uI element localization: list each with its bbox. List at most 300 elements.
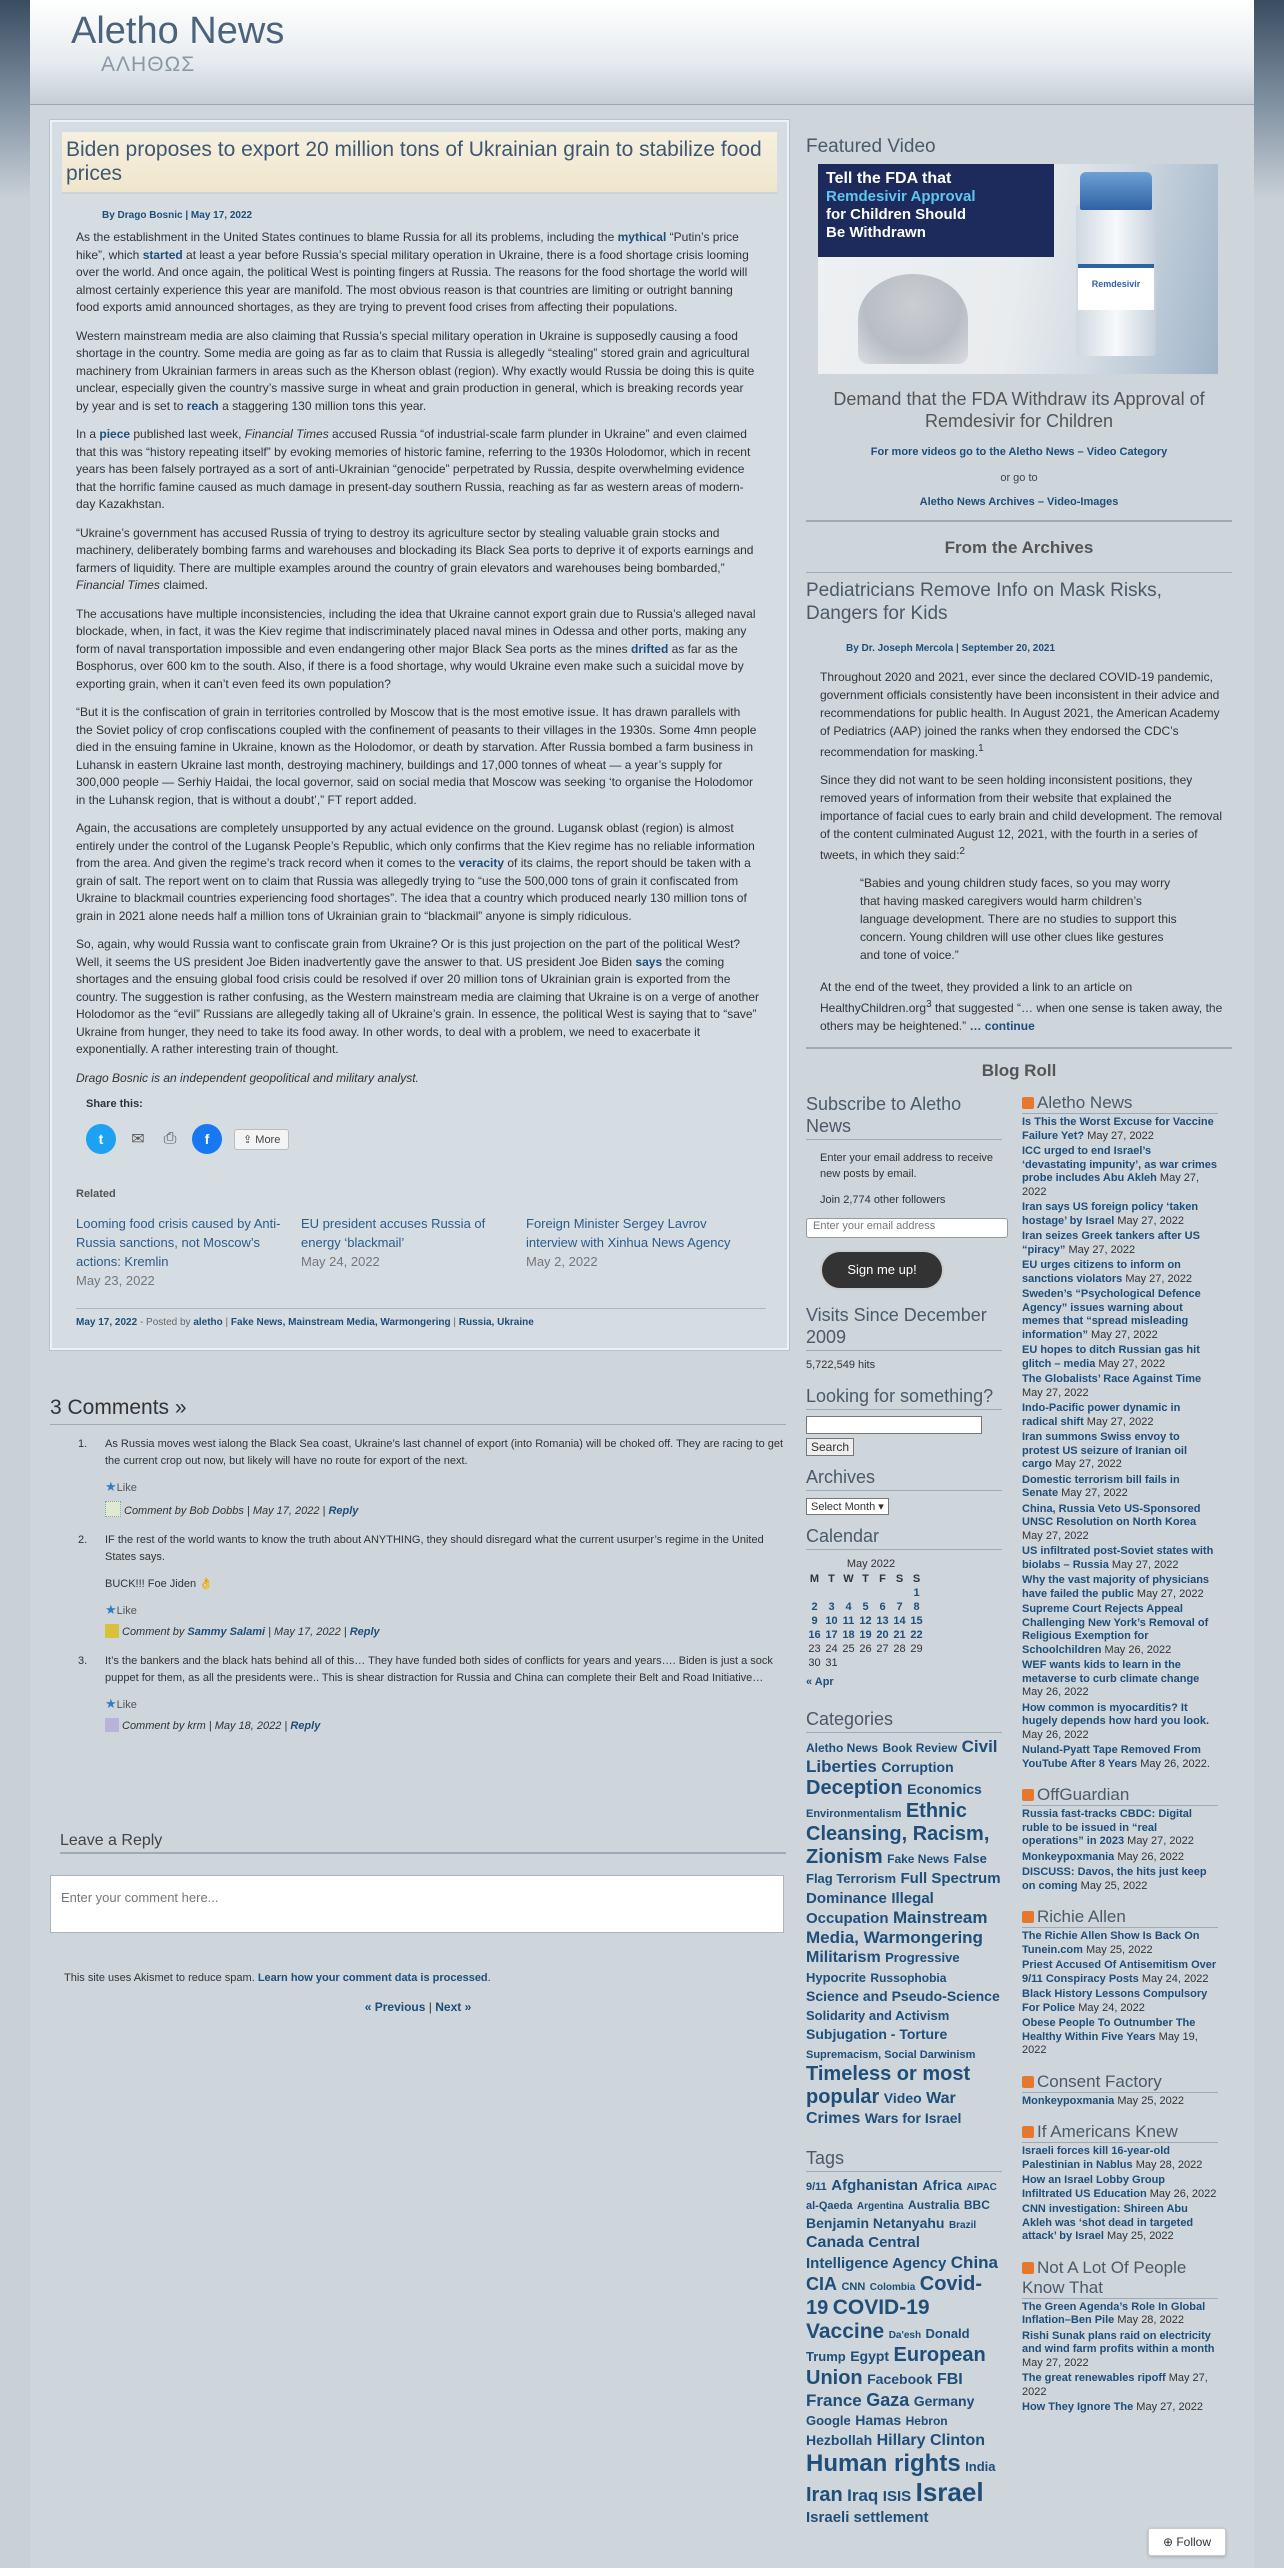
calendar-day [891, 1656, 908, 1670]
calendar-day[interactable]: 5 [862, 1601, 869, 1613]
comment-placeholder: Enter your comment here... [61, 1890, 219, 1905]
category-link[interactable]: War Crimes [806, 2090, 956, 2128]
vial-cap [1080, 172, 1152, 210]
rss-feed-name: OffGuardian [1037, 1785, 1130, 1804]
tag-link[interactable]: France [806, 2391, 862, 2411]
related-item [76, 1214, 301, 1290]
rss-item-link[interactable]: Israeli forces kill 16-year-old Palestinian in Nablus [1022, 2145, 1170, 2171]
author-note [76, 1070, 759, 1088]
text: “Ukraine’s government has accused Russia of trying to destroy its agriculture sector by stealing valuable grain stocks and machinery, deliberately bombing farms and warehouses and blockading its Black Sea ports to deprive it of exports earnings and farmers of liquidity. There are multiple examples around the country of grain elevators and warehouses being bombarded,” [76, 525, 754, 575]
link-started[interactable]: started [142, 247, 183, 262]
comment-text: As Russia moves west ialong the Black Sea coast, Ukraine’s last channel of export (into Romania) will be choked off. They are racing to get the current crop out now, but likely will have no route for export of the next. [105, 1438, 784, 1467]
rss-item-link[interactable]: Is This the Worst Excuse for Vaccine Failure Yet? [1022, 1116, 1214, 1142]
comment-author [105, 1624, 786, 1641]
comments-title: 3 Comments » [50, 1396, 786, 1425]
category-link[interactable]: Timeless or most popular [806, 2063, 971, 2109]
site-title[interactable]: Aletho News [71, 10, 285, 52]
rss-item-date: May 27, 2022 [1095, 1357, 1166, 1370]
signup-wrap [806, 1250, 1002, 1290]
rss-feed-title[interactable] [1022, 1907, 1218, 1928]
category-link[interactable]: Civil Liberties [806, 1737, 998, 1777]
banner-line: Remdesivir Approval [826, 188, 976, 205]
calendar-day[interactable]: 22 [910, 1629, 923, 1641]
rss-item-date: May 27, 2022 [1088, 1328, 1158, 1341]
related-date: May 23, 2022 [76, 1273, 155, 1288]
rss-item-date: May 27, 2022 [1084, 1129, 1154, 1142]
tag-link[interactable]: Afghanistan [831, 2176, 918, 2194]
search-button[interactable]: Search [806, 1438, 854, 1456]
video-archives-link[interactable]: Aletho News Archives – Video-Images [919, 496, 1119, 508]
sidebar-left-column [806, 1093, 1002, 2527]
child-image [858, 274, 968, 364]
calendar-day[interactable]: 17 [825, 1629, 838, 1641]
tag-link[interactable]: Colombia [869, 2281, 916, 2293]
follow-icon: ⊕ [1162, 2535, 1177, 2549]
rss-item-link[interactable]: The Globalists’ Race Against Time [1022, 1373, 1202, 1385]
tag-link[interactable]: ISIS [882, 2487, 912, 2505]
text: that suggested “… when one sense is taken away, the others may be heightened.” [820, 1001, 1223, 1033]
rss-item [1022, 2017, 1218, 2058]
calendar-day: 26 [859, 1643, 872, 1655]
rss-item-link[interactable]: Monkeypoxmania [1022, 2094, 1115, 2107]
like-button[interactable] [105, 1601, 786, 1620]
tag-link[interactable]: Covid-19 [806, 2272, 982, 2319]
comment-number: 2. [78, 1534, 88, 1546]
avatar [105, 1501, 121, 1517]
rss-item-link[interactable]: Indo-Pacific power dynamic in radical shift [1022, 1402, 1181, 1428]
reply-link[interactable]: Reply [328, 1505, 359, 1517]
post-author-link[interactable]: aletho [193, 1317, 223, 1328]
category-link[interactable]: Militarism [806, 1949, 881, 1967]
category-link[interactable]: Fake News [887, 1852, 950, 1867]
tag-link[interactable]: Egypt [850, 2348, 890, 2365]
text-italic: Financial Times [244, 427, 329, 441]
rss-item [1022, 1145, 1218, 1199]
day-header: M [809, 1573, 820, 1585]
category-link[interactable]: Environmentalism [806, 1808, 902, 1821]
tag-link[interactable]: Benjamin Netanyahu [806, 2215, 945, 2232]
rss-item-link[interactable]: US infiltrated post-Soviet states with biolabs – Russia [1022, 1545, 1214, 1571]
category-link[interactable]: Wars for Israel [864, 2110, 962, 2127]
rss-item [1022, 1201, 1218, 1228]
calendar-day[interactable]: 10 [825, 1615, 838, 1627]
rss-item-link[interactable]: Nuland-Pyatt Tape Removed From YouTube After 8 Years [1022, 1744, 1201, 1770]
tag-link[interactable]: Canada [806, 2234, 864, 2252]
paragraph [76, 426, 759, 514]
paragraph [76, 229, 759, 317]
category-link[interactable]: Full Spectrum Dominance [806, 1870, 1001, 1907]
related-link[interactable]: Looming food crisis caused by Anti-Russia sanctions, not Moscow’s actions: Kremlin [76, 1216, 281, 1269]
category-link[interactable]: Russophobia [870, 1970, 947, 1985]
rss-item-link[interactable]: CNN investigation: Shireen Abu Akleh was ‘shot dead in targeted attack’ by Israel [1022, 2203, 1194, 2242]
rss-item [1022, 1930, 1218, 1957]
search-input[interactable] [806, 1416, 982, 1434]
tag-link[interactable]: Africa [922, 2176, 963, 2193]
rss-item [1022, 1373, 1218, 1400]
category-link[interactable]: False Flag Terrorism [806, 1851, 987, 1887]
link-piece[interactable]: piece [99, 427, 131, 441]
paragraph [76, 936, 759, 1059]
rss-item-link[interactable]: Iran seizes Greek tankers after US “piracy” [1022, 1230, 1200, 1256]
footnote: 2 [959, 846, 965, 857]
post-categories[interactable]: Fake News, Mainstream Media, Warmongering [230, 1317, 451, 1328]
calendar-day [857, 1586, 874, 1600]
link-reach[interactable]: reach [186, 398, 219, 413]
tag-link[interactable]: COVID-19 Vaccine [806, 2295, 930, 2344]
rss-item-date: May 27, 2022 [1022, 1172, 1200, 1198]
rss-feed-name: If Americans Knew [1037, 2122, 1178, 2141]
text: . [487, 1972, 491, 1984]
tag-link[interactable]: AIPAC [966, 2181, 997, 2193]
signup-button[interactable]: Sign me up! [820, 1250, 944, 1290]
post-body [76, 229, 759, 1087]
previous-link[interactable]: « Previous [364, 2000, 426, 2014]
link-mythical[interactable]: mythical [617, 230, 667, 244]
archives-title: Archives [806, 1466, 1002, 1491]
follow-button[interactable] [1148, 2528, 1226, 2556]
tag-link[interactable]: Israeli settlement [806, 2508, 929, 2526]
comment [78, 1653, 786, 1735]
rss-icon [1022, 2262, 1034, 2274]
calendar-day[interactable]: 12 [859, 1615, 872, 1627]
rss-item-link[interactable]: Monkeypoxmania [1022, 1850, 1115, 1863]
rss-item-date: May 24, 2022 [1075, 2001, 1145, 2014]
calendar-day[interactable]: 13 [876, 1615, 889, 1627]
avatar [105, 1718, 119, 1732]
rss-item-link[interactable]: Sweden’s “Psychological Defence Agency” issues warning about memes that “spread misleading information” [1022, 1288, 1201, 1341]
calendar-day[interactable]: 16 [808, 1629, 821, 1641]
tag-link[interactable]: Hamas [855, 2412, 902, 2429]
rss-item-link[interactable]: Rishi Sunak plans raid on electricity and wind farm profits within a month [1022, 2329, 1215, 2355]
sidebar-columns [806, 1093, 1232, 2527]
category-link[interactable]: Illegal Occupation [806, 1889, 934, 1927]
text: Comment by [124, 1505, 190, 1517]
calendar-day[interactable]: 18 [842, 1629, 855, 1641]
continue-link[interactable]: … continue [969, 1019, 1035, 1033]
calendar-day[interactable]: 4 [845, 1601, 852, 1613]
archives-heading: From the Archives [944, 538, 1094, 557]
calendar-day[interactable]: 21 [893, 1629, 906, 1641]
reply-link[interactable]: Reply [349, 1626, 380, 1638]
comment-date: | May 17, 2022 | [265, 1626, 350, 1638]
rss-icon [1022, 2076, 1034, 2088]
post-byline[interactable]: By Drago Bosnic | May 17, 2022 [102, 210, 253, 221]
rss-item-link[interactable]: The great renewables ripoff [1022, 2372, 1166, 2384]
post-date-link[interactable]: May 17, 2022 [76, 1317, 138, 1328]
post-tags[interactable]: Russia, Ukraine [458, 1317, 534, 1328]
tag-link[interactable]: Donald Trump [806, 2326, 970, 2365]
calendar-day[interactable]: 11 [842, 1615, 855, 1627]
rss-item-link[interactable]: EU hopes to ditch Russian gas hit glitch – media [1022, 1344, 1200, 1370]
calendar-day[interactable]: 20 [876, 1629, 889, 1641]
rss-feed-name: Consent Factory [1037, 2071, 1162, 2091]
related-date: May 2, 2022 [526, 1254, 598, 1269]
post-meta [76, 1308, 766, 1328]
calendar-day [891, 1586, 908, 1600]
reply-link[interactable]: Reply [290, 1720, 321, 1732]
text: Again, the accusations are completely unsupported by any actual evidence on the ground. Lugansk oblast (region) is almost entirely under the control of the Lugansk People’s Republic, which only confirms that the Kiev regime has no reliable information from the area. And given the regime’s track record when it comes to the [76, 821, 755, 870]
rss-item-link[interactable]: Priest Accused Of Antisemitism Over 9/11 Conspiracy Posts [1022, 1959, 1217, 1985]
rss-item-link[interactable]: How They Ignore The [1022, 2401, 1134, 2413]
tag-link[interactable]: Argentina [856, 2201, 904, 2213]
tags-title: Tags [806, 2147, 1002, 2172]
category-link[interactable]: Economics [907, 1781, 982, 1798]
calendar-week-row [806, 1586, 925, 1600]
rss-item-link[interactable]: WEF wants kids to learn in the metaverse to curb climate change [1022, 1659, 1200, 1685]
sidebar-right-column [1022, 1093, 1218, 2527]
rss-item-link[interactable]: Domestic terrorism bill fails in Senate [1022, 1473, 1180, 1499]
rss-item [1022, 2174, 1218, 2201]
rss-feed-title[interactable] [1022, 1093, 1218, 1114]
rss-item [1022, 1116, 1218, 1143]
calendar-day: 25 [842, 1643, 855, 1655]
calendar-day[interactable]: 19 [859, 1629, 872, 1641]
calendar-day [806, 1586, 823, 1600]
rss-item-date: May 27, 2022 [1058, 1487, 1128, 1499]
calendar-day[interactable]: 2 [811, 1601, 818, 1613]
categories-title: Categories [806, 1708, 1002, 1733]
text: at least a year before Russia’s special military operation in Ukraine, there is a food shortage crisis looming over the world. And once again, the political West is pointing fingers at Russia. The reasons for the food shortage the world will almost certainly experience this year are manifold. The most obvious reason is that countries are limiting or outright banning food exports amid announced shortages, as they are trying to prevent food crises from affecting their populations. [76, 247, 749, 314]
archives-select[interactable] [806, 1498, 889, 1515]
rss-item [1022, 1230, 1218, 1257]
banner-line: Tell the FDA that [826, 170, 952, 187]
category-link[interactable]: Solidarity and Activism [806, 2007, 950, 2023]
category-link[interactable]: Supremacism, Social Darwinism [806, 2049, 976, 2062]
email-share-icon[interactable]: ✉ [131, 1131, 145, 1148]
rss-item-date: May 27, 2022 [1114, 1214, 1185, 1227]
rss-feed-title[interactable] [1022, 2258, 1218, 2299]
archive-post-title[interactable]: Pediatricians Remove Info on Mask Risks, Dangers for Kids [806, 572, 1232, 625]
rss-item-link[interactable]: Black History Lessons Compulsory For Police [1022, 1988, 1208, 2014]
link-drifted[interactable]: drifted [630, 641, 669, 656]
calendar-day[interactable]: 15 [910, 1615, 923, 1627]
rss-item-date: May 27, 2022 [1133, 1587, 1204, 1600]
author-link[interactable]: Sammy Salami [187, 1626, 266, 1638]
rss-feed-name: Richie Allen [1037, 1907, 1126, 1926]
subscribe-text: Enter your email address to receive new posts by email. [820, 1152, 994, 1180]
rss-item-link[interactable]: The Richie Allen Show Is Back On Tunein.com [1022, 1930, 1200, 1956]
rss-feed-title[interactable] [1022, 1785, 1218, 1806]
rss-item-date: May 27, 2022 [1022, 1529, 1089, 1542]
text: accused Russia “of industrial-scale farm plunder in Ukraine” and even claimed that this was “history repeating itself” by evoking memories of historic famine, referring to the 1930s Holodomor, which in recent years has been falsely portrayed as a sort of anti-Ukrainian “genocide” perpetrated by Russia, despite overwhelming evidence that the horrific famine caused as much damage in present-day southern Russia, reaching as far as western areas of modern-day Kazakhstan. [76, 427, 751, 511]
calendar-day[interactable]: 6 [879, 1601, 886, 1613]
comment-author [105, 1718, 786, 1735]
tag-link[interactable]: al-Qaeda [806, 2200, 853, 2213]
rss-item [1022, 1659, 1218, 1700]
calendar-day[interactable]: 7 [896, 1601, 903, 1613]
tag-link[interactable]: Israel [915, 2476, 984, 2507]
rss-item-link[interactable]: The Green Agenda’s Role In Global Inflation–Ben Pile [1022, 2300, 1206, 2326]
text-italic: Drago Bosnic is an independent geopolitical and military analyst. [76, 1070, 419, 1085]
footnote: 1 [978, 743, 984, 754]
tag-link[interactable]: BBC [963, 2198, 990, 2213]
rss-item-link[interactable]: Obese People To Outnumber The Healthy Within Five Years [1022, 2017, 1196, 2043]
rss-item [1022, 1959, 1218, 1986]
rss-item [1022, 1702, 1218, 1743]
rss-item [1022, 1808, 1218, 1849]
visits-title: Visits Since December 2009 [806, 1304, 1002, 1351]
archive-byline[interactable]: By Dr. Joseph Mercola | September 20, 2021 [846, 643, 1056, 654]
rss-item-date: May 28, 2022 [1114, 2314, 1185, 2326]
select-value: Select Month [811, 1501, 876, 1513]
category-link[interactable]: Progressive Hypocrite [806, 1950, 960, 1985]
text: Comment by [122, 1626, 188, 1638]
tag-link[interactable]: Hezbollah [806, 2431, 873, 2448]
calendar-table [806, 1572, 925, 1670]
calendar-day: 23 [808, 1643, 821, 1655]
rss-item-link[interactable]: Russia fast-tracks CBDC: Digital ruble to be issued in “real operations” in 2023 [1022, 1808, 1192, 1847]
calendar-day: 30 [808, 1657, 821, 1669]
rss-item-link[interactable]: Iran summons Swiss envoy to protest US seizure of Iranian oil cargo [1022, 1431, 1188, 1470]
rss-feed-title[interactable] [1022, 2072, 1218, 2093]
rss-feed-title[interactable] [1022, 2122, 1218, 2143]
calendar-day: 29 [910, 1643, 923, 1655]
text: The accusations have multiple inconsistencies, including the idea that Ukraine cannot export grain due to Russia’s alleged naval blockade, when, in fact, it was the Kiev regime that indiscriminately placed naval mines in Odessa and other ports, making any form of naval transportation impossible and even endangering other major Black Sea ports as the mines [76, 606, 756, 656]
tag-link[interactable]: Hillary Clinton [876, 2431, 986, 2449]
text: Comment by [122, 1720, 188, 1732]
avatar [105, 1624, 119, 1638]
calendar-day[interactable]: 8 [913, 1601, 920, 1613]
tag-link[interactable]: Da'esh [888, 2330, 922, 2342]
text: of its claims, the report should be taken with a grain of salt. The report went on to claim that Russia was allegedly trying to “use the 500,000 tons of grain it confiscated from Ukraine to blackmail countries experiencing food shortages”. The idea that a country which produced nearly 130 million tons of grain in 2021 alone needs half a million tons of Ukrainian grain to “blackmail” anyone is simply ridiculous. [76, 856, 751, 923]
related-heading: Related [76, 1188, 116, 1200]
tag-link[interactable]: China [950, 2252, 999, 2272]
calendar-day [823, 1586, 840, 1600]
category-link[interactable]: Subjugation - Torture [806, 2026, 948, 2043]
facebook-share-button[interactable] [192, 1124, 222, 1154]
tag-link[interactable]: Central Intelligence Agency [806, 2234, 947, 2272]
category-link[interactable]: Book Review [882, 1741, 958, 1755]
comment-text: It’s the bankers and the black hats behind all of this… They have funded both sides of conflicts for years and years…. Biden is just a sock puppet for them, as all the presidents were.. This is shear distraction for Russia and China can complete their Belt and Road Initiative… [105, 1655, 773, 1684]
comment-input[interactable] [50, 1875, 784, 1933]
like-button[interactable] [105, 1478, 786, 1497]
related-link[interactable]: EU president accuses Russia of energy ‘blackmail’ [301, 1216, 486, 1250]
star-icon: ★ [105, 1479, 117, 1494]
calendar-day[interactable]: 14 [893, 1615, 906, 1627]
featured-video-thumbnail[interactable] [818, 164, 1218, 374]
rss-item [1022, 2372, 1218, 2399]
tag-link[interactable]: CIA [806, 2273, 837, 2294]
tag-link[interactable]: Iran [806, 2483, 843, 2506]
rss-item-link[interactable]: China, Russia Veto US-Sponsored UNSC Resolution on North Korea [1022, 1502, 1201, 1528]
tag-link[interactable]: Hebron [905, 2414, 948, 2429]
category-link[interactable]: Aletho News [806, 1741, 879, 1755]
rss-item-link[interactable]: Why the vast majority of physicians have failed the public [1022, 1574, 1210, 1600]
tag-link[interactable]: Human rights [806, 2450, 961, 2478]
calendar-day[interactable]: 9 [811, 1615, 818, 1627]
comment-text: IF the rest of the world wants to know the truth about ANYTHING, they should disregard what the current usurper’s regime in the United States says. [105, 1534, 764, 1563]
rss-item-date: May 25, 2022 [1103, 2230, 1174, 2242]
tag-link[interactable]: Gaza [866, 2390, 910, 2411]
tag-link[interactable]: FBI [936, 2371, 963, 2389]
calendar-day: 27 [876, 1643, 889, 1655]
comment-text: BUCK!!! Foe Jiden 👌 [105, 1578, 213, 1590]
rss-item-date: May 26, 2022 [1022, 1686, 1089, 1698]
email-field[interactable]: Enter your email address [806, 1218, 1008, 1238]
akismet-notice [64, 1972, 491, 1984]
text: Throughout 2020 and 2021, ever since the declared COVID-19 pandemic, government officials consistently have been inconsistent in their advice and recommendations for public health. In August 2021, the American Academy of Pediatrics (AAP) joined the ranks when they endorsed the CDC’s recommendation for masking. [820, 670, 1220, 759]
tag-link[interactable]: Facebook [867, 2371, 933, 2388]
like-label: Like [116, 1482, 137, 1494]
rss-item-link[interactable]: ICC urged to end Israel’s ‘devastating impunity’, as war crimes probe includes Abu Akleh [1022, 1145, 1218, 1184]
day-header: S [912, 1573, 921, 1585]
category-link[interactable]: Deception [806, 1777, 903, 1800]
comment-author [105, 1501, 786, 1520]
link-says[interactable]: says [635, 954, 663, 969]
post-title[interactable]: Biden proposes to export 20 million tons of Ukrainian grain to stabilize food prices [62, 132, 777, 194]
akismet-link[interactable]: Learn how your comment data is processed [257, 1972, 488, 1984]
tag-link[interactable]: Australia [908, 2198, 960, 2213]
paragraph: “But it is the confiscation of grain in territories controlled by Moscow that is the most emotive issue. It has drawn parallels with the Soviet policy of crop confiscations coupled with the confinement of peasants to their villages in the 1930s. Some 4mn people died in the ensuing famine in Ukraine, known as the Holodomor, or death by starvation. After Russia bombed a farm business in Luhansk in eastern Ukraine last month, destroying machinery, buildings and 17,000 tonnes of wheat — a year’s supply for 300,000 people — Serhiy Haidai, the local governor, said on social media that Moscow was seeking ‘to organise the Holodomor in the Luhansk region, that is without a doubt’,” FT report added. [76, 705, 757, 807]
calendar-prev-link[interactable] [806, 1674, 1002, 1690]
text: published last week, [130, 427, 245, 441]
calendar-day [874, 1656, 891, 1670]
twitter-share-button[interactable] [86, 1124, 116, 1154]
print-icon[interactable]: ⎙ [163, 1130, 177, 1147]
related-item [526, 1214, 751, 1290]
rss-item-date: May 28, 2022 [1132, 2158, 1203, 2171]
tag-link[interactable]: European Union [806, 2344, 986, 2390]
calendar-week-row [806, 1614, 925, 1628]
calendar-day[interactable]: 3 [828, 1601, 835, 1613]
divider [806, 520, 1232, 522]
paragraph [76, 525, 759, 595]
category-link[interactable]: Science and Pseudo-Science [806, 1987, 1000, 2004]
like-button[interactable] [105, 1695, 786, 1714]
paragraph [76, 820, 759, 925]
next-link[interactable]: Next » [435, 2000, 472, 2014]
category-link[interactable]: Corruption [881, 1759, 954, 1776]
separator: | [222, 1317, 231, 1328]
category-link[interactable]: Video [883, 2090, 922, 2107]
share-more-button[interactable] [234, 1129, 289, 1150]
join-text: Join 2,774 other followers [820, 1194, 946, 1206]
tag-link[interactable]: Brazil [948, 2220, 977, 2232]
post-article [50, 120, 789, 1350]
tag-link[interactable]: Germany [913, 2393, 975, 2410]
related-date: May 24, 2022 [301, 1254, 380, 1269]
video-category-link[interactable]: For more videos go to the Aletho News – Video Category [870, 446, 1168, 458]
tag-link[interactable]: 9/11 [806, 2180, 827, 2193]
rss-item-link[interactable]: How common is myocarditis? It hugely depends how hard you look. [1022, 1701, 1210, 1727]
tag-link[interactable]: CNN [841, 2280, 866, 2293]
link-veracity[interactable]: veracity [458, 856, 505, 870]
related-link[interactable]: Foreign Minister Sergey Lavrov interview with Xinhua News Agency [526, 1216, 731, 1250]
rss-item [1022, 1402, 1218, 1429]
rss-item-link[interactable]: Supreme Court Rejects Appeal Challenging New York’s Removal of Religious Exemption for Schoolchildren [1022, 1603, 1209, 1656]
tag-link[interactable]: India [965, 2459, 996, 2475]
rss-item-date: May 26, 2022 [1101, 1643, 1172, 1656]
rss-item-link[interactable]: EU urges citizens to inform on sanctions violators [1022, 1259, 1181, 1285]
rss-item-date: May 27, 2022 [1083, 1415, 1154, 1428]
tag-link[interactable]: Google [806, 2413, 851, 2429]
rss-item [1022, 2095, 1218, 2109]
tag-link[interactable]: Iraq [847, 2485, 879, 2505]
rss-item-link[interactable]: Iran says US foreign policy ‘taken hostage’ by Israel [1022, 1201, 1199, 1227]
rss-item [1022, 1866, 1218, 1893]
category-link[interactable]: Mainstream Media, Warmongering [806, 1907, 988, 1947]
rss-item-link[interactable]: DISCUSS: Davos, the hits just keep on coming [1022, 1866, 1207, 1892]
category-link[interactable]: Ethnic Cleansing, Racism, Zionism [806, 1800, 990, 1869]
content-wrapper [30, 0, 1254, 2568]
rss-feeds [1022, 1093, 1218, 2415]
day-header: T [862, 1573, 869, 1585]
calendar-day [840, 1656, 857, 1670]
rss-item-date: May 26, 2022 [1114, 1850, 1185, 1863]
banner-line: for Children Should [826, 206, 966, 223]
rss-item-link[interactable]: How an Israel Lobby Group Infiltrated US Education [1022, 2174, 1166, 2200]
calendar-day[interactable]: 1 [913, 1587, 920, 1599]
